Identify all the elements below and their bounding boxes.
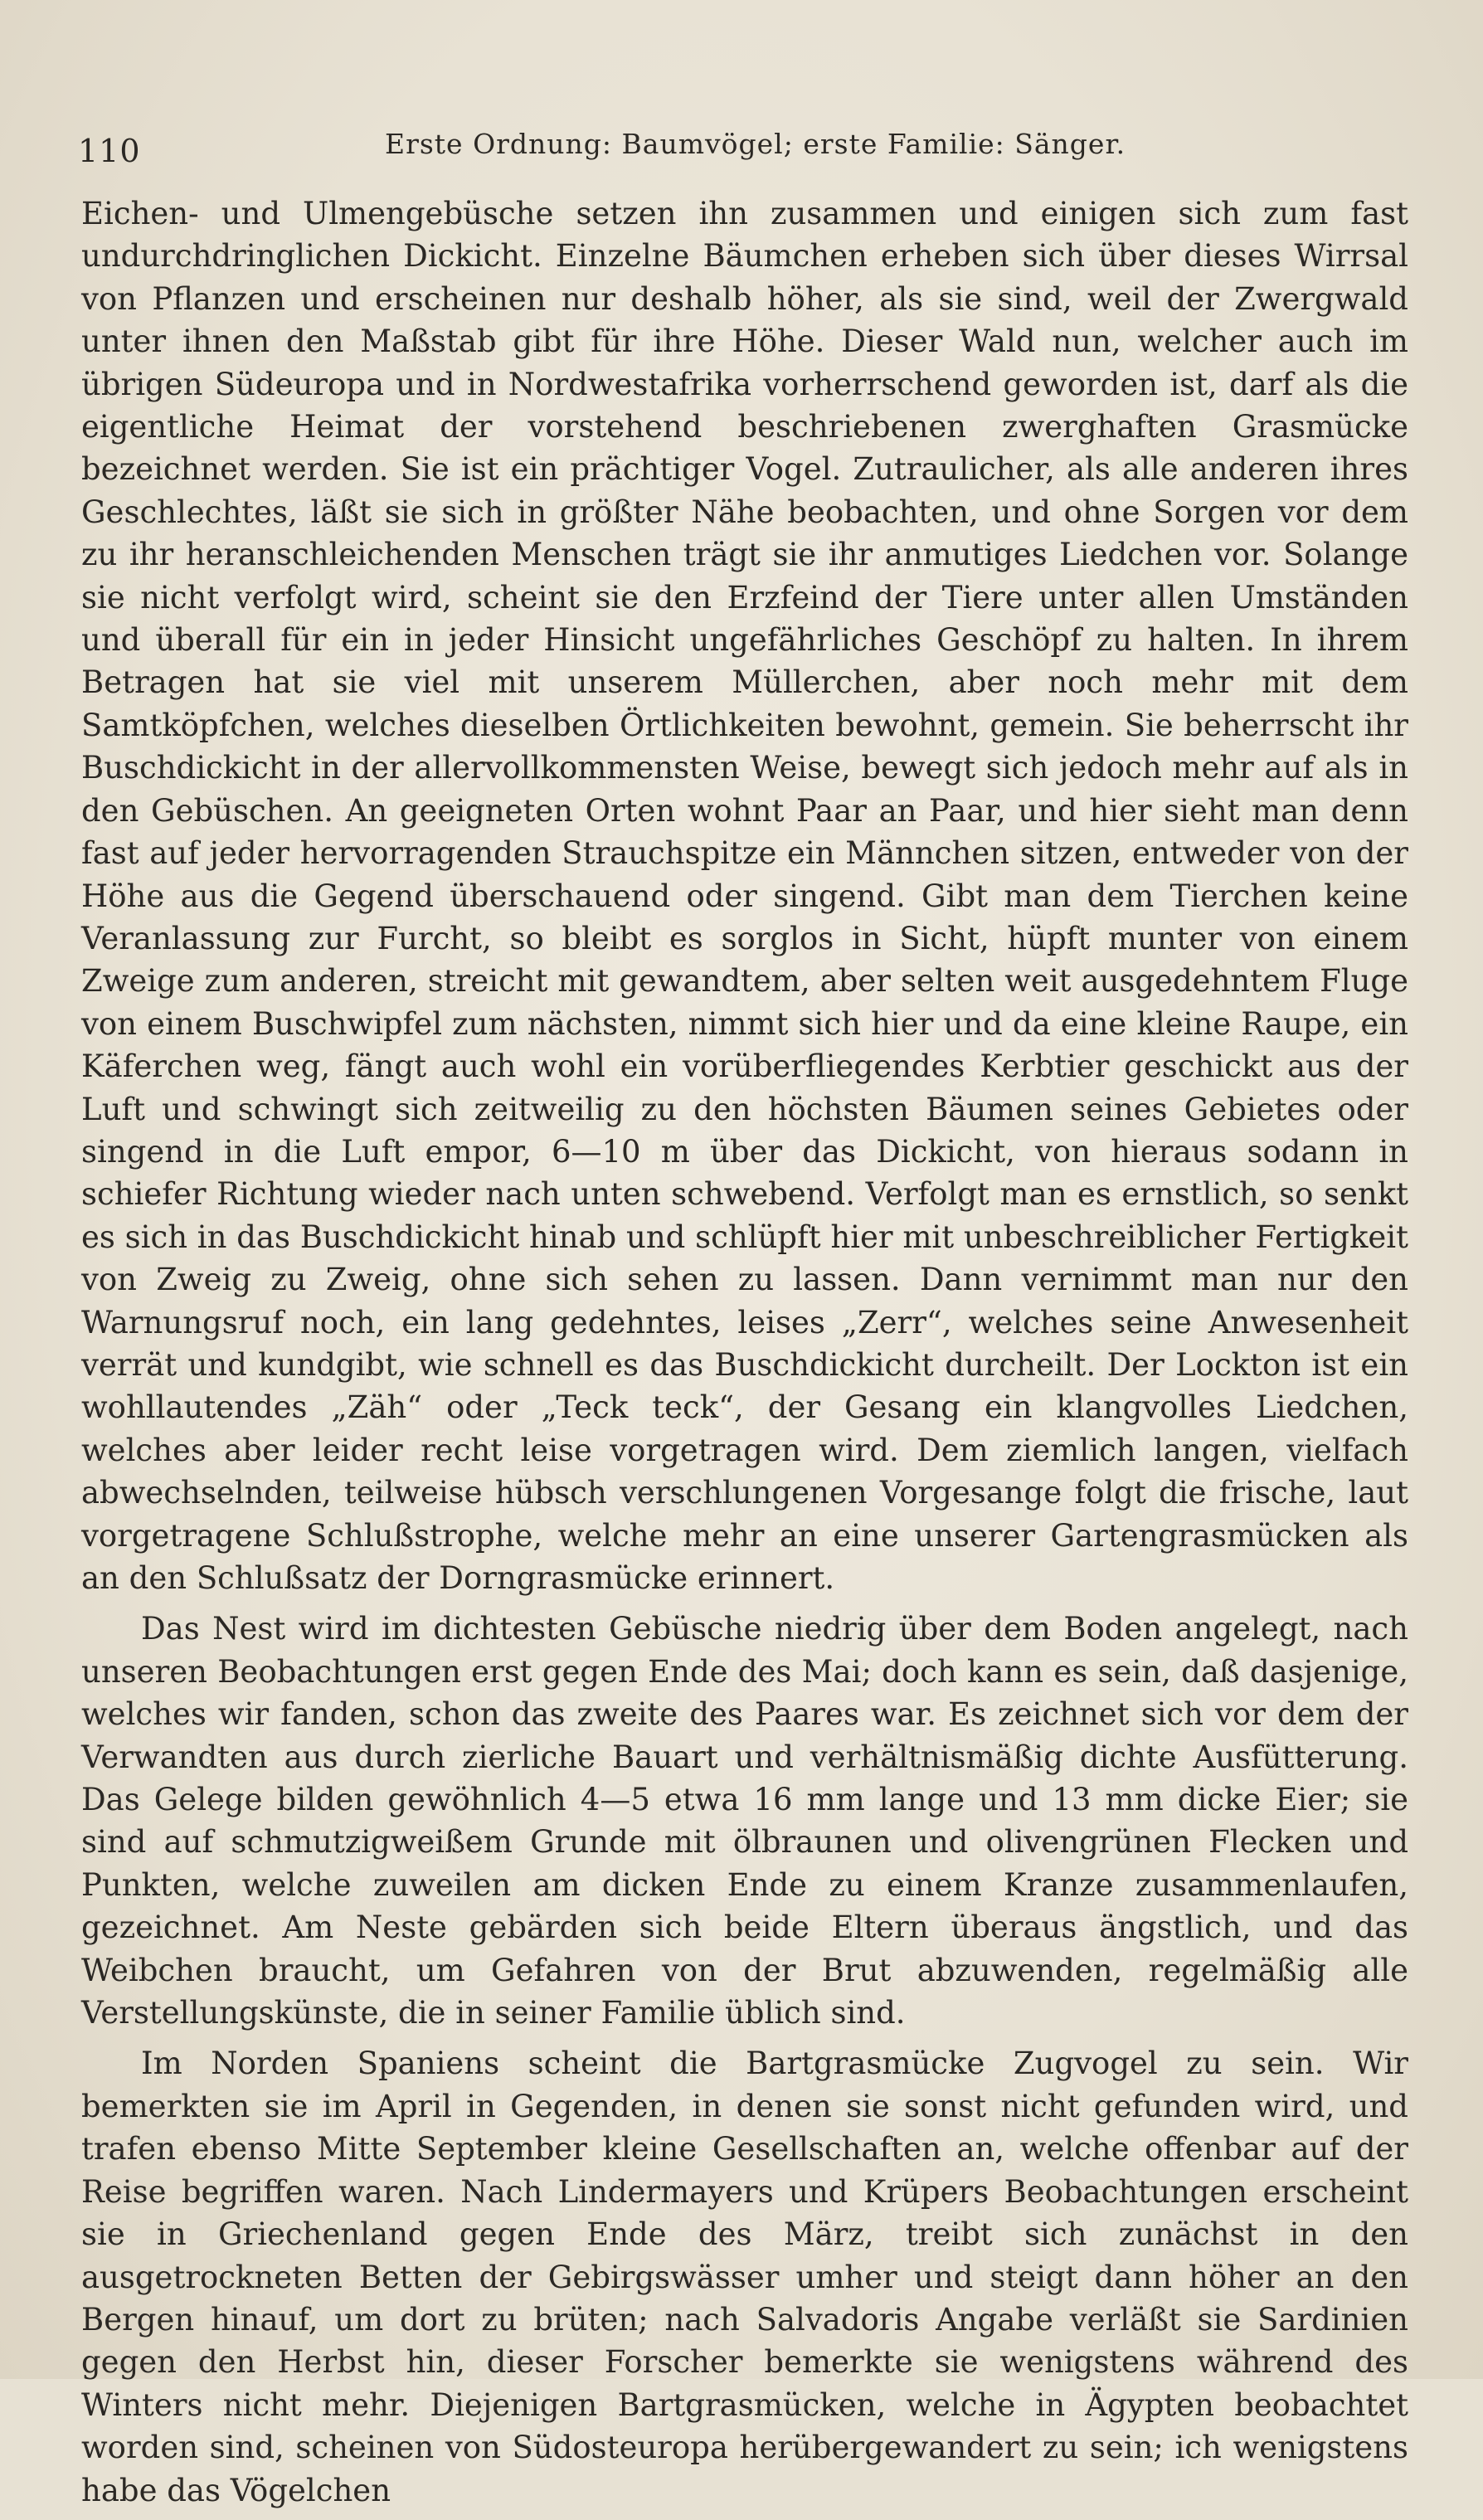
running-header [78,124,1405,174]
paragraph-nest: Das Nest wird im dichtesten Gebüsche niedrig über dem Boden angelegt, nach unseren Beobachtungen erst gegen Ende des Mai; doch kann es sein, daß dasjenige, welches wir fanden, schon das zweite des Paares war. Es zeichnet sich vor dem der Verwandten aus durch zierliche Bauart und verhältnismäßig dichte Ausfütterung. Das Gelege bilden gewöhnlich 4—5 etwa 16 mm lange und 13 mm dicke Eier; sie sind auf schmutzigweißem Grunde mit ölbraunen und olivengrünen Flecken und Punkten, welche zuweilen am dicken Ende zu einem Kranze zusammenlaufen, gezeichnet. Am Neste gebärden sich beide Eltern überaus ängstlich, und das Weibchen braucht, um Gefahren von der Brut abzuwenden, regelmäßig alle Verstellungskünste, die in seiner Familie üblich sind. [81,1611,1408,2031]
page-number: 110 [78,133,141,169]
running-title: Erste Ordnung: Baumvögel; erste Familie: Sänger. [385,128,1126,160]
paragraph-migration: Im Norden Spaniens scheint die Bartgrasmücke Zugvogel zu sein. Wir bemerkten sie im April in Gegenden, in denen sie sonst nicht gefunden wird, und trafen ebenso Mitte September kleine Gesellschaften an, welche offenbar auf der Reise begriffen waren. Nach Lindermayers und Krüpers Beobachtungen erscheint sie in Griechenland gegen Ende des März, treibt sich zunächst in den ausgetrockneten Betten der Gebirgswässer umher und steigt dann höher an den Bergen hinauf, um dort zu brüten; nach Salvadoris Angabe verläßt sie Sardinien gegen den Herbst hin, dieser Forscher bemerkte sie wenigstens während des Winters nicht mehr. Diejenigen Bartgrasmücken, welche in Ägypten beobachtet worden sind, scheinen von Südosteuropa herübergewandert zu sein; ich wenigstens habe das Vögelchen [81,2046,1408,2508]
body-text [81,192,1408,2520]
paragraph-continued: Eichen- und Ulmengebüsche setzen ihn zusammen und einigen sich zum fast undurchdringlichen Dickicht. Einzelne Bäumchen erheben sich über dieses Wirrsal von Pflanzen und erscheinen nur deshalb höher, als sie sind, weil der Zwergwald unter ihnen den Maßstab gibt für ihre Höhe. Dieser Wald nun, welcher auch im übrigen Südeuropa und in Nordwestafrika vorherrschend geworden ist, darf als die eigentliche Heimat der vorstehend beschriebenen zwerghaften Grasmücke bezeichnet werden. Sie ist ein prächtiger Vogel. Zutraulicher, als alle anderen ihres Geschlechtes, läßt sie sich in größter Nähe beobachten, und ohne Sorgen vor dem zu ihr heranschleichenden Menschen trägt sie ihr anmutiges Liedchen vor. Solange sie nicht verfolgt wird, scheint sie den Erzfeind der Tiere unter allen Umständen und überall für ein in jeder Hinsicht ungefährliches Geschöpf zu halten. In ihrem Betragen hat sie viel mit unserem Müllerchen, aber noch mehr mit dem Samtköpfchen, welches dieselben Örtlichkeiten bewohnt, gemein. Sie beherrscht ihr Buschdickicht in der allervollkommensten Weise, bewegt sich jedoch mehr auf als in den Gebüschen. An geeigneten Orten wohnt Paar an Paar, und hier sieht man denn fast auf jeder hervorragenden Strauchspitze ein Männchen sitzen, entweder von der Höhe aus die Gegend überschauend oder singend. Gibt man dem Tierchen keine Veranlassung zur Furcht, so bleibt es sorglos in Sicht, hüpft munter von einem Zweige zum anderen, streicht mit gewandtem, aber selten weit ausgedehntem Fluge von einem Buschwipfel zum nächsten, nimmt sich hier und da eine kleine Raupe, ein Käferchen weg, fängt auch wohl ein vorüberfliegendes Kerbtier geschickt aus der Luft und schwingt sich zeitweilig zu den höchsten Bäumen seines Gebietes oder singend in die Luft empor, 6—10 m über das Dickicht, von hieraus sodann in schiefer Richtung wieder nach unten schwebend. Verfolgt man es ernstlich, so senkt es sich in das Buschdickicht hinab und schlüpft hier mit unbeschreiblicher Fertigkeit von Zweig zu Zweig, ohne sich sehen zu lassen. Dann vernimmt man nur den Warnungsruf noch, ein lang gedehntes, leises „Zerr“, welches seine Anwesenheit verrät und kundgibt, wie schnell es das Buschdickicht durcheilt. Der Lockton ist ein wohllautendes „Zäh“ oder „Teck teck“, der Gesang ein klangvolles Liedchen, welches aber leider recht leise vorgetragen wird. Dem ziemlich langen, vielfach abwechselnden, teilweise hübsch verschlungenen Vorgesange folgt die frische, laut vorgetragene Schlußstrophe, welche mehr an eine unserer Gartengrasmücken als an den Schlußsatz der Dorngrasmücke erinnert. [81,196,1408,1596]
